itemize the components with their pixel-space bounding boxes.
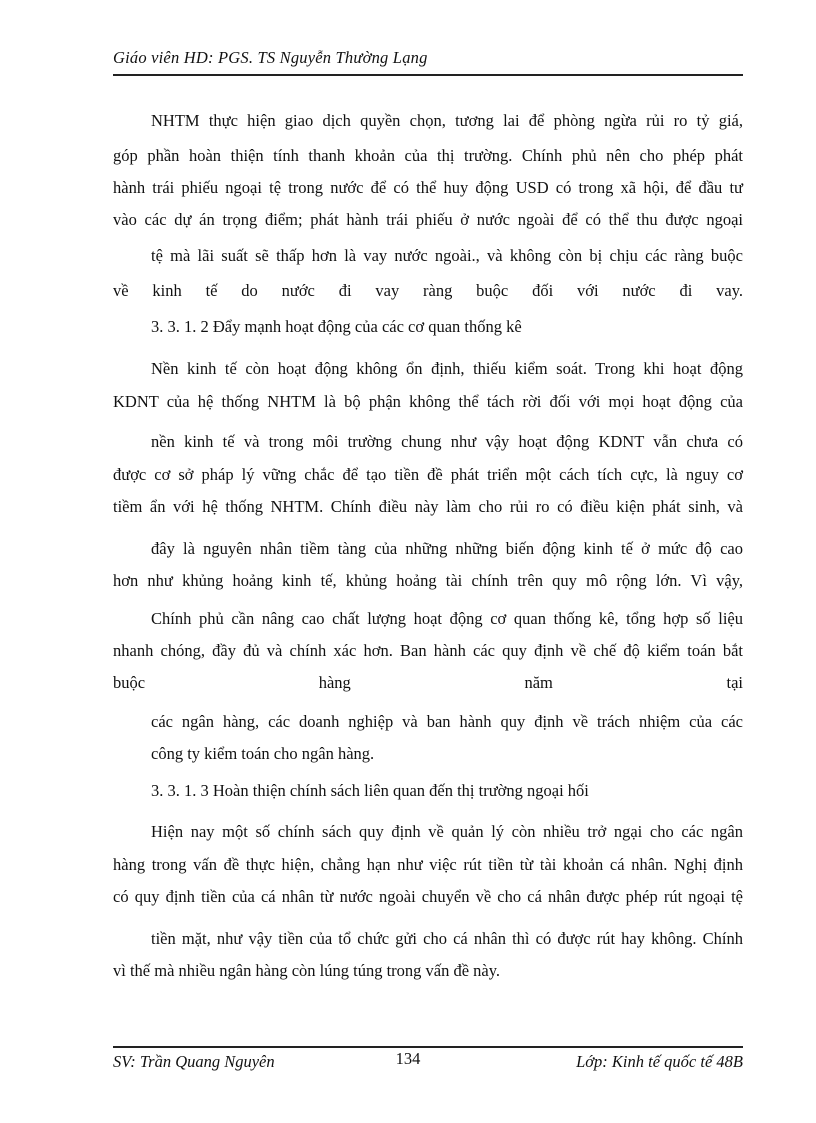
body-line: đây là nguyên nhân tiềm tàng của những những biến động kinh tế ở mức độ cao — [151, 539, 743, 558]
page-number: 134 — [395, 1049, 421, 1068]
footer-rule — [113, 1046, 743, 1048]
body-line: hàng trong vấn đề thực hiện, chẳng hạn như việc rút tiền từ tài khoản cá nhân. Nghị định — [113, 855, 743, 874]
body-line: Nền kinh tế còn hoạt động không ổn định, thiếu kiểm soát. Trong khi hoạt động — [151, 359, 743, 378]
body-line: hơn như khủng hoảng kinh tế, khủng hoảng tài chính trên quy mô rộng lớn. Vì vậy, — [113, 571, 743, 590]
body-line: về kinh tế do nước đi vay ràng buộc đối với nước đi vay. — [113, 281, 743, 300]
body-line: nhanh chóng, đầy đủ và chính xác hơn. Ban hành các quy định về chế độ kiểm toán bắt — [113, 641, 743, 660]
body-line: tệ mà lãi suất sẽ thấp hơn là vay nước ngoài., và không còn bị chịu các ràng buộc — [151, 246, 743, 265]
body-line: buộc hàng năm tại — [113, 673, 743, 692]
header-teacher: Giáo viên HD: PGS. TS Nguyễn Thường Lạng — [113, 48, 428, 67]
body-line: KDNT của hệ thống NHTM là bộ phận không thể tách rời đối với mọi hoạt động của — [113, 392, 743, 411]
body-line: có quy định tiền của cá nhân từ nước ngoài chuyển về cho cá nhân được phép rút ngoại tệ — [113, 887, 743, 906]
body-line: góp phần hoàn thiện tính thanh khoản của thị trường. Chính phủ nên cho phép phát — [113, 146, 743, 165]
body-line: công ty kiểm toán cho ngân hàng. — [151, 744, 375, 763]
body-line: Chính phủ cần nâng cao chất lượng hoạt động cơ quan thống kê, tổng hợp số liệu — [151, 609, 743, 628]
body-line: vào các dự án trọng điểm; phát hành trái phiếu ở nước ngoài để có thể thu được ngoại — [113, 210, 743, 229]
body-line: các ngân hàng, các doanh nghiệp và ban hành quy định về trách nhiệm của các — [151, 712, 743, 731]
body-line: Hiện nay một số chính sách quy định về quản lý còn nhiều trở ngại cho các ngân — [151, 822, 743, 841]
footer-student: SV: Trần Quang Nguyên — [113, 1052, 275, 1071]
section-heading-3-3-1-3: 3. 3. 1. 3 Hoàn thiện chính sách liên quan đến thị trường ngoại hối — [151, 781, 589, 800]
body-line: được cơ sở pháp lý vững chắc để tạo tiền đề phát triển một cách tích cực, là nguy cơ — [113, 465, 743, 484]
body-line: nền kinh tế và trong môi trường chung như vậy hoạt động KDNT vẫn chưa có — [151, 432, 743, 451]
body-line: tiềm ẩn với hệ thống NHTM. Chính điều này làm cho rủi ro có điều kiện phát sinh, và — [113, 497, 743, 516]
header-rule — [113, 74, 743, 76]
footer-class: Lớp: Kinh tế quốc tế 48B — [576, 1052, 743, 1071]
body-line: tiền mặt, như vậy tiền của tổ chức gửi cho cá nhân thì có được rút hay không. Chính — [151, 929, 743, 948]
page-header — [113, 48, 743, 76]
body-line: hành trái phiếu ngoại tệ trong nước để có thể huy động USD có trong xã hội, để đầu tư — [113, 178, 743, 197]
body-line: vì thế mà nhiều ngân hàng còn lúng túng trong vấn đề này. — [113, 961, 501, 980]
body-line: NHTM thực hiện giao dịch quyền chọn, tương lai để phòng ngừa rủi ro tỷ giá, — [151, 111, 743, 130]
section-heading-3-3-1-2: 3. 3. 1. 2 Đẩy mạnh hoạt động của các cơ quan thống kê — [151, 317, 522, 336]
